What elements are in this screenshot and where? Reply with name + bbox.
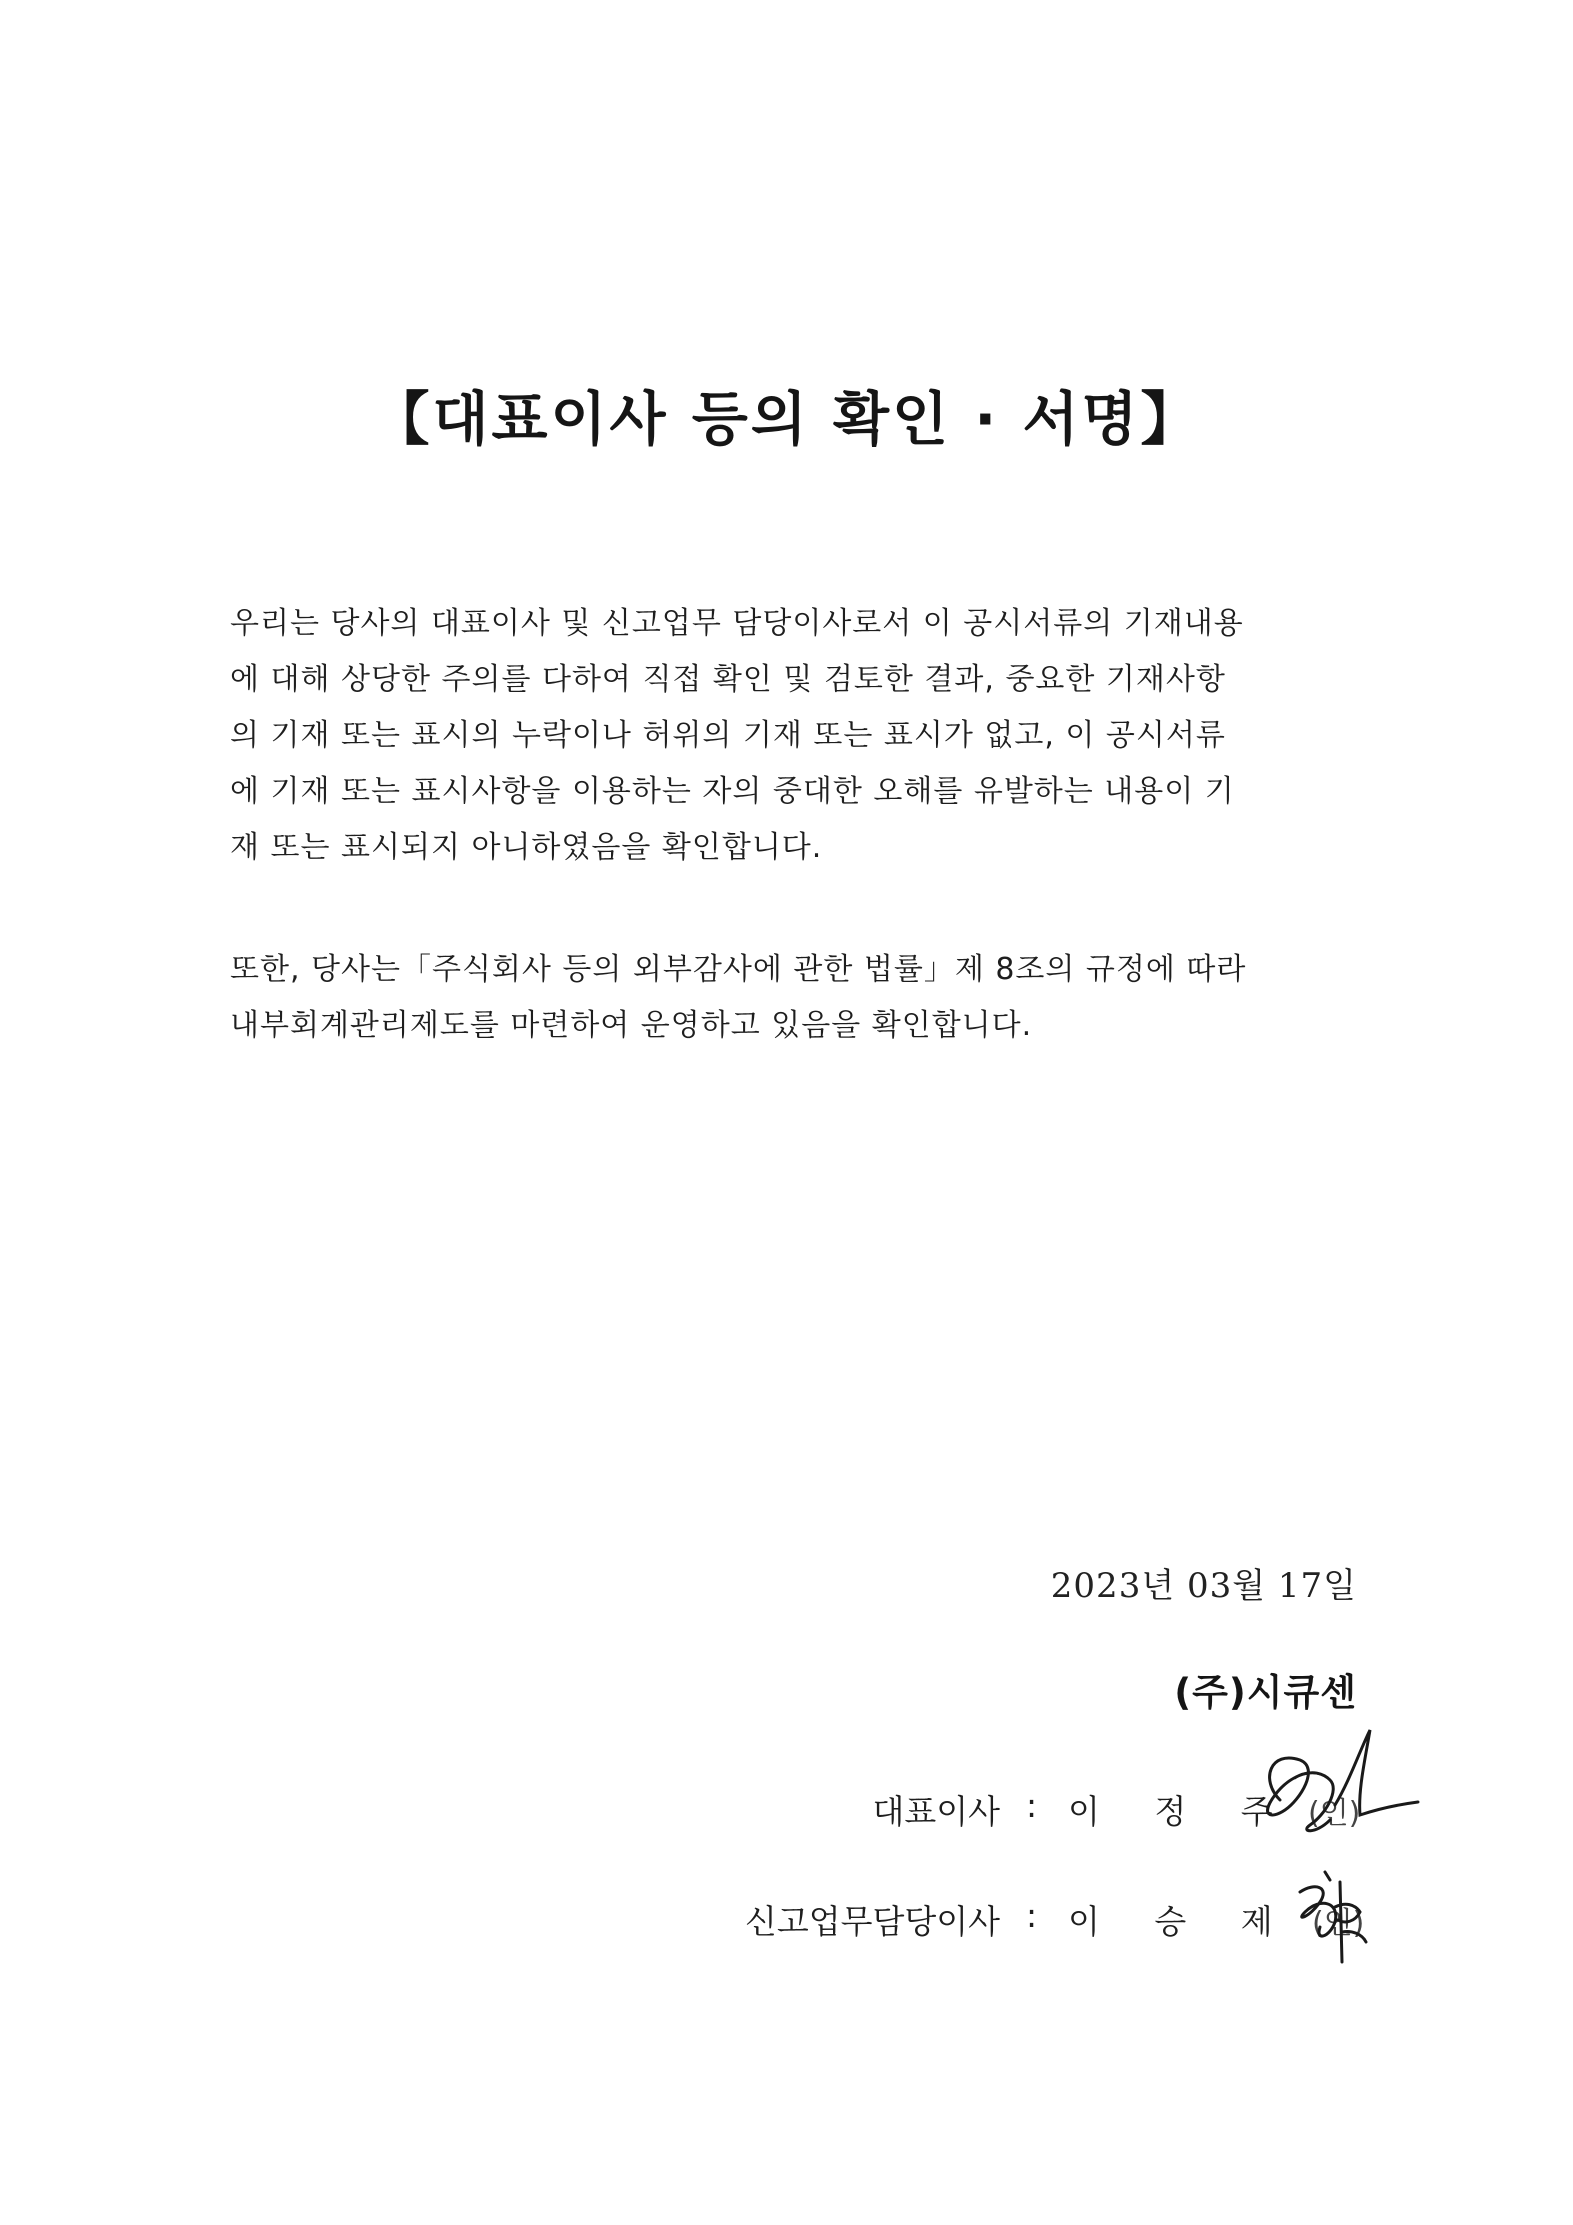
signatory-role: 대표이사 xyxy=(872,1792,1000,1831)
signatory-name: 이 정 주 xyxy=(1068,1792,1295,1831)
signatory-role: 신고업무담당이사 xyxy=(744,1902,1000,1941)
document-title: 【대표이사 등의 확인 · 서명】 xyxy=(371,385,1202,453)
paragraph-line: 재 또는 표시되지 아니하였음을 확인합니다. xyxy=(230,830,823,865)
paragraph-line: 내부회계관리제도를 마련하여 운영하고 있음을 확인합니다. xyxy=(230,1008,1033,1043)
paragraph-line: 우리는 당사의 대표이사 및 신고업무 담당이사로서 이 공시서류의 기재내용 xyxy=(230,606,1244,641)
signatory-colon: : xyxy=(1026,1896,1038,1935)
seal-mark: (인) xyxy=(1312,1906,1365,1941)
internal-control-paragraph xyxy=(230,942,1360,1054)
paragraph-line: 또한, 당사는「주식회사 등의 외부감사에 관한 법률」제 8조의 규정에 따라 xyxy=(230,952,1247,987)
confirmation-paragraph xyxy=(230,596,1360,876)
paragraph-line: 의 기재 또는 표시의 누락이나 허위의 기재 또는 표시가 없고, 이 공시서류 xyxy=(230,718,1226,753)
director-handwritten-signature xyxy=(1280,1862,1380,1972)
paragraph-line: 에 기재 또는 표시사항을 이용하는 자의 중대한 오해를 유발하는 내용이 기 xyxy=(230,774,1235,809)
signatory-name: 이 승 제 xyxy=(1068,1902,1295,1941)
paragraph-line: 에 대해 상당한 주의를 다하여 직접 확인 및 검토한 결과, 중요한 기재사항 xyxy=(230,662,1226,697)
company-name: (주)시큐센 xyxy=(1174,1671,1357,1714)
ceo-handwritten-signature xyxy=(1240,1720,1420,1850)
signatory-colon: : xyxy=(1026,1786,1038,1825)
document-date: 2023년 03월 17일 xyxy=(1050,1566,1357,1606)
seal-mark: (인) xyxy=(1308,1796,1361,1831)
